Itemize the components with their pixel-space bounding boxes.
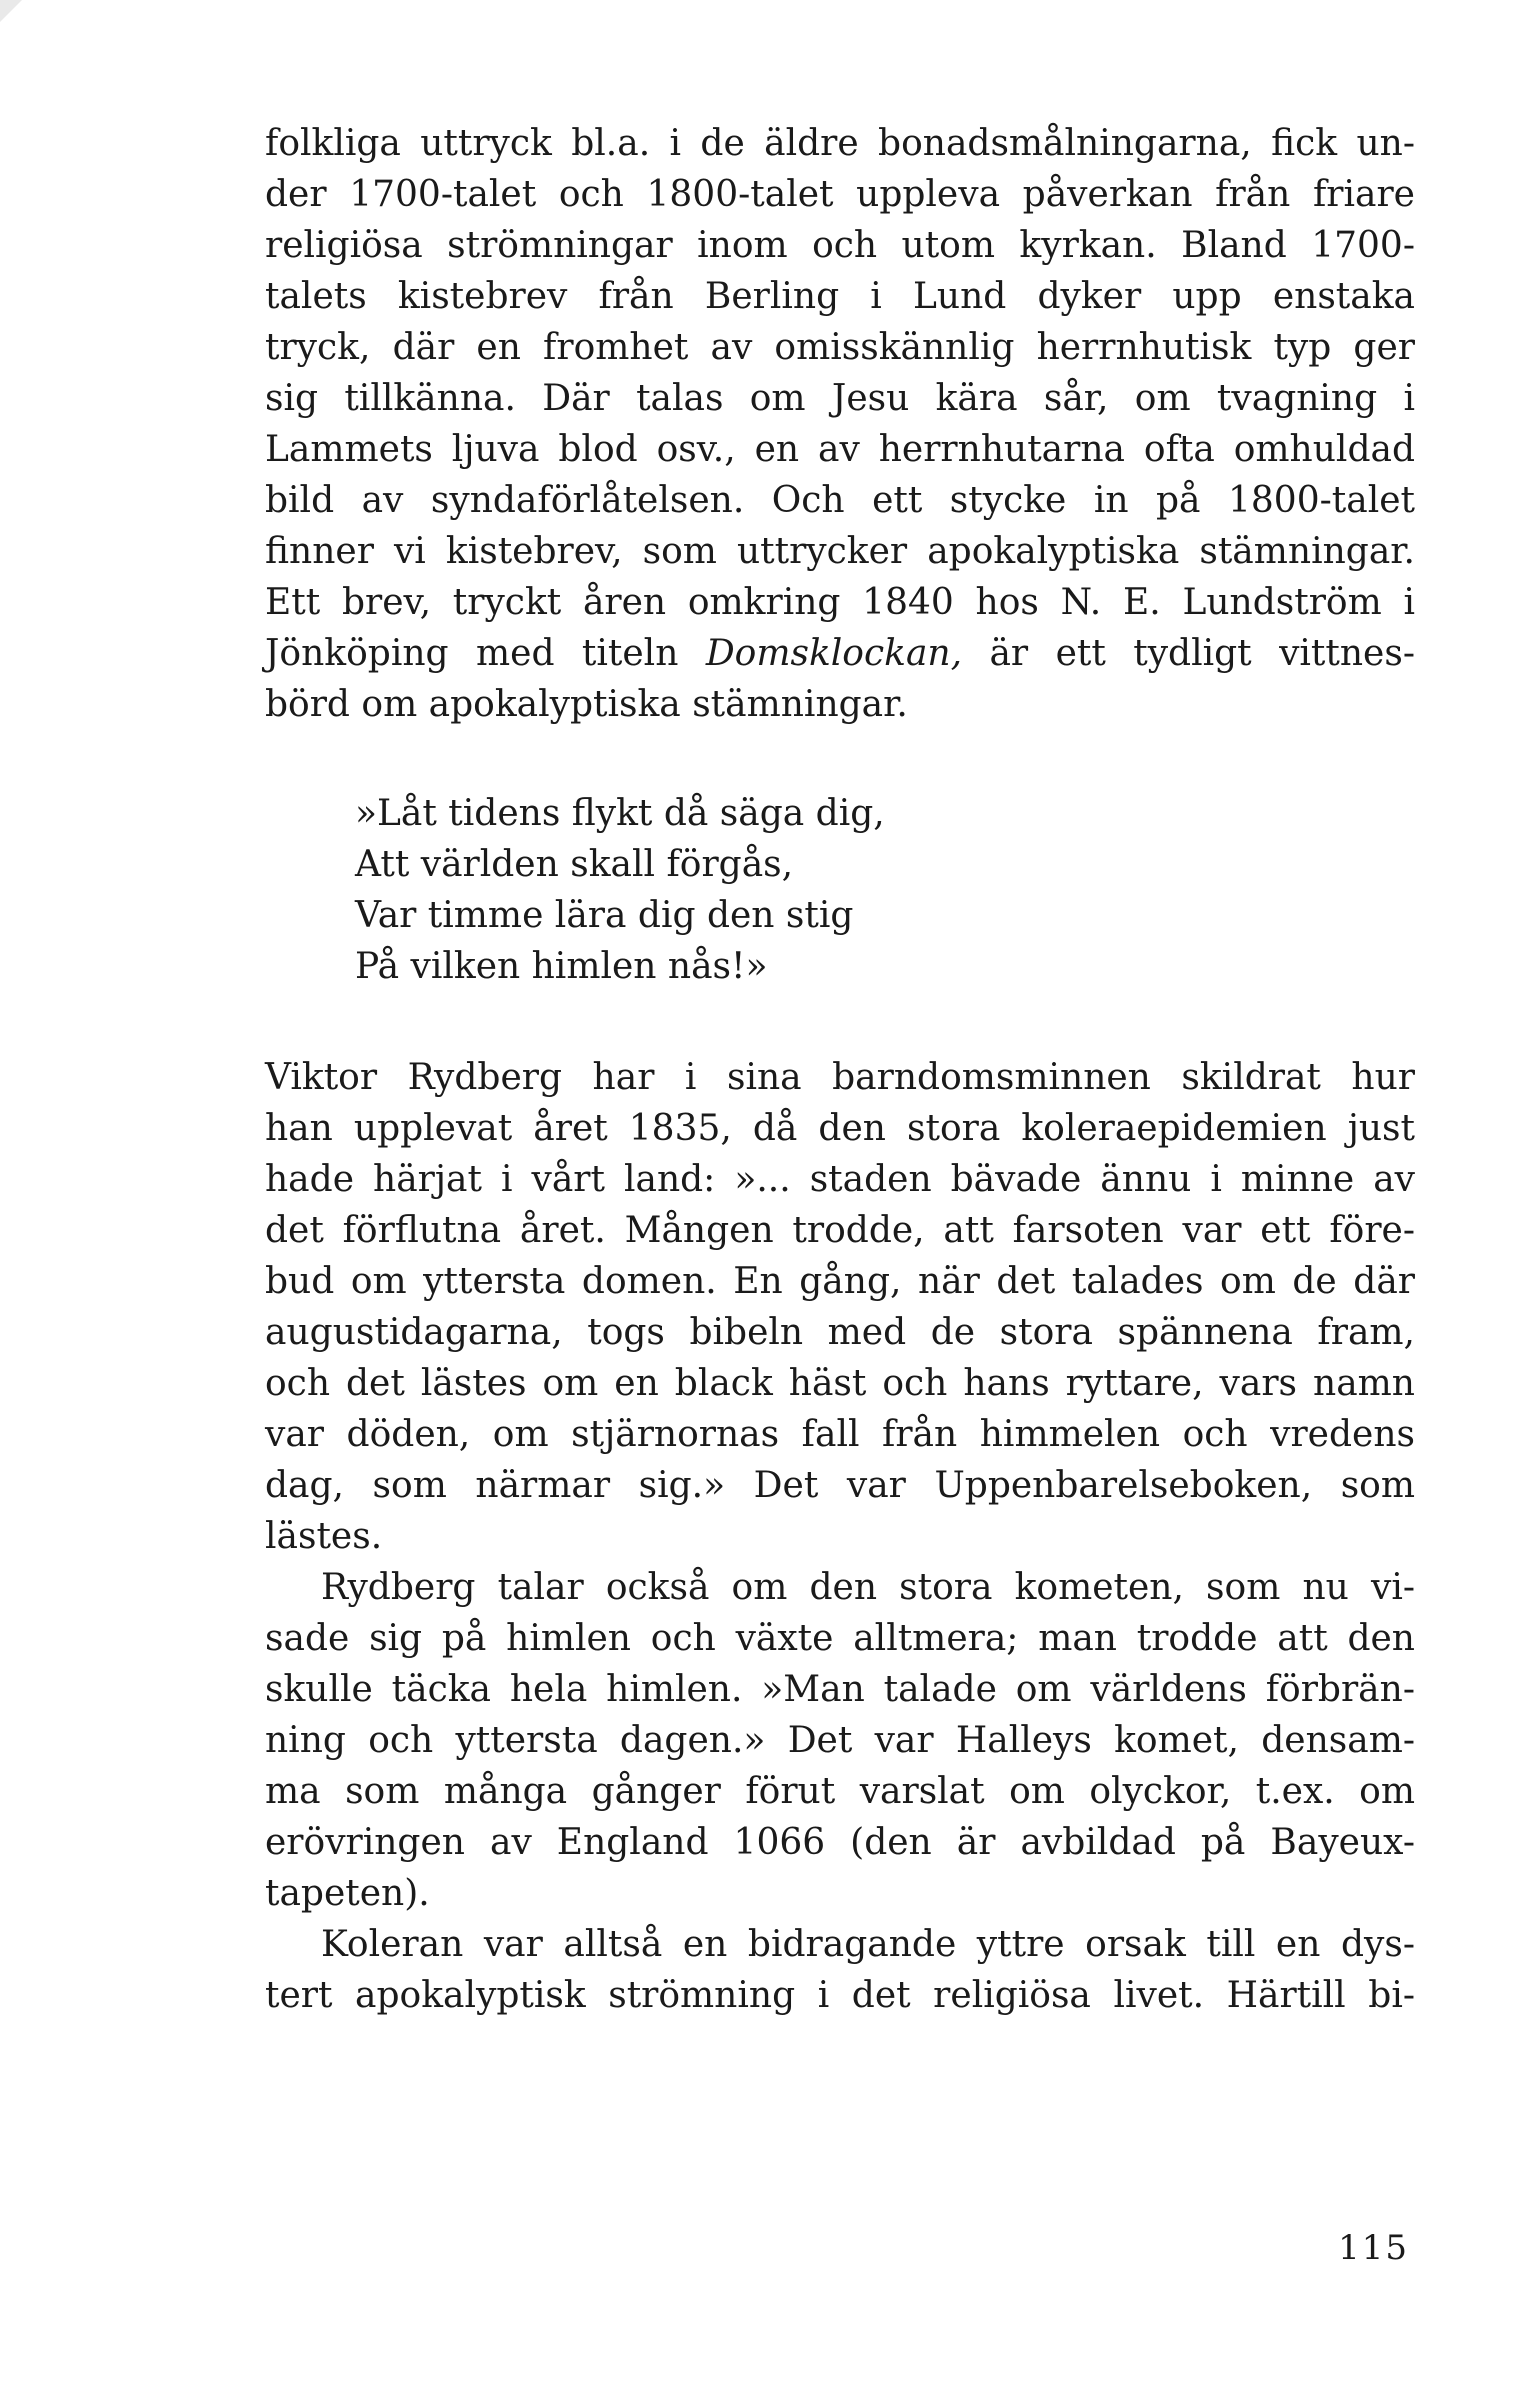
text-line: Koleran var alltså en bidragande yttre orsak till en dys- xyxy=(321,1924,1415,1965)
text-line: folkliga uttryck bl.a. i de äldre bonadsmålningarna, fick un- xyxy=(265,123,1415,164)
poem-quote xyxy=(265,788,1415,992)
scan-corner-shadow xyxy=(0,0,22,22)
text-fragment: är ett tydligt vittnes- xyxy=(962,633,1415,674)
text-line: finner vi kistebrev, som uttrycker apokalyptiska stämningar. xyxy=(265,531,1415,572)
text-fragment: Jönköping med titeln xyxy=(265,633,706,674)
text-line: sig tillkänna. Där talas om Jesu kära sår, om tvagning i xyxy=(265,378,1415,419)
title-domsklockan: Domsklockan, xyxy=(705,633,963,674)
text-line: ning och yttersta dagen.» Det var Halleys komet, densam- xyxy=(265,1720,1415,1761)
text-line: tapeten). xyxy=(265,1873,430,1914)
text-line: hade härjat i vårt land: »... staden bävade ännu i minne av xyxy=(265,1159,1415,1200)
poem-line: På vilken himlen nås!» xyxy=(355,946,768,987)
text-line: börd om apokalyptiska stämningar. xyxy=(265,684,908,725)
text-line: tryck, där en fromhet av omisskännlig herrnhutisk typ ger xyxy=(265,327,1415,368)
text-line xyxy=(265,628,1415,679)
text-line: tert apokalyptisk strömning i det religiösa livet. Härtill bi- xyxy=(265,1975,1415,2016)
text-line: lästes. xyxy=(265,1516,383,1557)
poem-line: »Låt tidens flykt då säga dig, xyxy=(355,793,885,834)
text-line: ma som många gånger förut varslat om olyckor, t.ex. om xyxy=(265,1771,1415,1812)
text-line: religiösa strömningar inom och utom kyrkan. Bland 1700- xyxy=(265,225,1415,266)
page-number: 115 xyxy=(1338,2228,1409,2268)
text-line: Lammets ljuva blod osv., en av herrnhutarna ofta omhuldad xyxy=(265,429,1415,470)
paragraph-2 xyxy=(265,1052,1415,1562)
text-line: bild av syndaförlåtelsen. Och ett stycke in på 1800-talet xyxy=(265,480,1415,521)
text-line: Rydberg talar också om den stora kometen, som nu vi- xyxy=(321,1567,1415,1608)
text-line: sade sig på himlen och växte alltmera; man trodde att den xyxy=(265,1618,1415,1659)
text-line: Viktor Rydberg har i sina barndomsminnen skildrat hur xyxy=(265,1057,1415,1098)
text-line: var döden, om stjärnornas fall från himmelen och vredens xyxy=(265,1414,1415,1455)
paragraph-4 xyxy=(265,1919,1415,2021)
text-line: erövringen av England 1066 (den är avbildad på Bayeux- xyxy=(265,1822,1415,1863)
paragraph-3 xyxy=(265,1562,1415,1919)
text-line: skulle täcka hela himlen. »Man talade om världens förbrän- xyxy=(265,1669,1415,1710)
text-line: augustidagarna, togs bibeln med de stora spännena fram, xyxy=(265,1312,1415,1353)
text-line: det förflutna året. Mången trodde, att farsoten var ett före- xyxy=(265,1210,1415,1251)
poem-line: Att världen skall förgås, xyxy=(355,844,794,885)
poem-line: Var timme lära dig den stig xyxy=(355,895,854,936)
paragraph-1 xyxy=(265,118,1415,730)
text-line: talets kistebrev från Berling i Lund dyker upp enstaka xyxy=(265,276,1415,317)
text-line: der 1700-talet och 1800-talet uppleva påverkan från friare xyxy=(265,174,1415,215)
text-line: Ett brev, tryckt åren omkring 1840 hos N. E. Lundström i xyxy=(265,582,1415,623)
text-line: dag, som närmar sig.» Det var Uppenbarelseboken, som xyxy=(265,1465,1415,1506)
text-line: han upplevat året 1835, då den stora koleraepidemien just xyxy=(265,1108,1415,1149)
text-line: och det lästes om en black häst och hans ryttare, vars namn xyxy=(265,1363,1415,1404)
text-line: bud om yttersta domen. En gång, när det talades om de där xyxy=(265,1261,1415,1302)
body-text xyxy=(265,118,1415,2021)
